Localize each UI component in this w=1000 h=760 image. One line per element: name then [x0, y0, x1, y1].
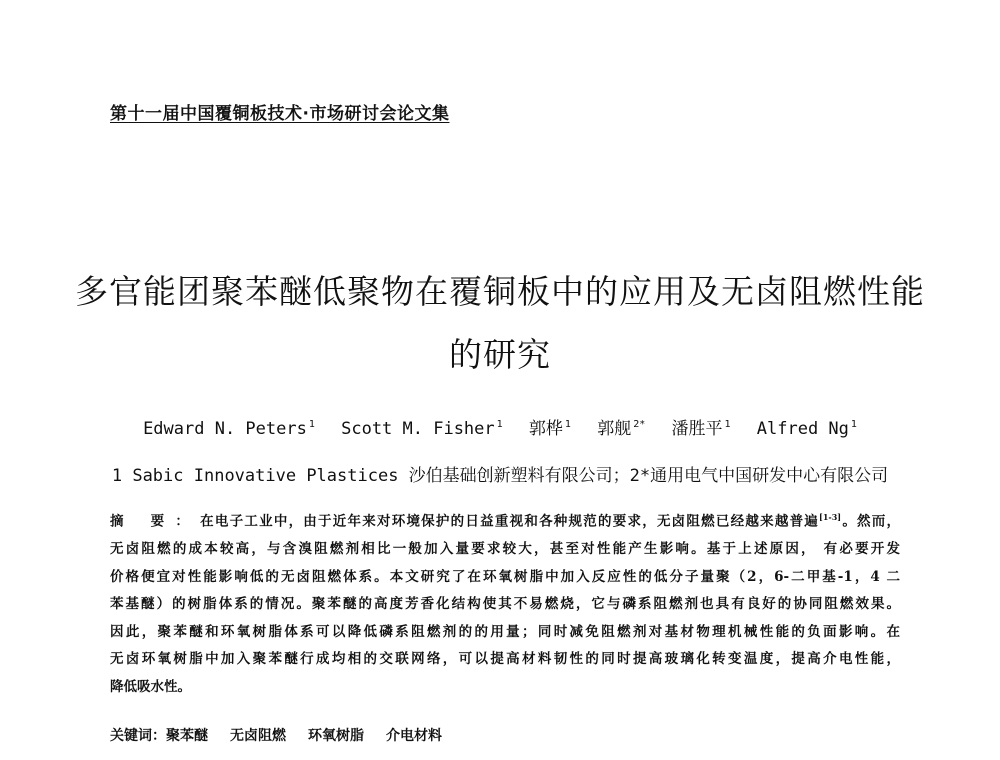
citation: [1-3] — [819, 512, 842, 522]
paper-title-line-1: 多官能团聚苯醚低聚物在覆铜板中的应用及无卤阻燃性能 — [75, 272, 925, 311]
author: 郭桦 $^1$ — [528, 419, 571, 439]
abstract-line: 价格便宜对性能影响低的无卤阻燃体系。本文研究了在环氧树脂中加入反应性的低分子量聚（2，6-二甲基-1，4 二 — [110, 568, 900, 585]
abstract-line: 降低吸水性。 — [110, 678, 191, 695]
paper-title-line-2: 的研究 — [449, 335, 551, 374]
author: 潘胜平 $^1$ — [671, 419, 731, 439]
abstract-label: 摘 要： — [110, 513, 201, 530]
keyword: 无卤阻燃 — [230, 728, 286, 744]
author: 郭舰 $^{2*}$ — [597, 419, 646, 439]
abstract — [110, 504, 900, 701]
keyword: 介电材料 — [386, 728, 442, 744]
keyword: 聚苯醚 — [166, 728, 208, 744]
abstract-line: 无卤阻燃的成本较高，与含溴阻燃剂相比一般加入量要求较大，甚至对性能产生影响。基于上述原因， 有必要开发 — [110, 541, 900, 557]
abstract-line: 摘 要：在电子工业中，由于近年来对环境保护的日益重视和各种规范的要求，无卤阻燃已经越来越普遍[1-3]。然而， — [110, 512, 900, 530]
keywords-label: 关键词： — [110, 728, 166, 744]
keywords — [110, 725, 464, 745]
abstract-line: 无卤环氧树脂中加入聚苯醚行成均相的交联网络，可以提高材料韧性的同时提高玻璃化转变温度，提高介电性能， — [110, 651, 900, 667]
author: Alfred Ng $^1$ — [756, 419, 857, 439]
affiliation: 1 Sabic Innovative Plastices 沙伯基础创新塑料有限公司；2*通用电气中国研发中心有限公司 — [111, 466, 889, 486]
author: Scott M. Fisher $^1$ — [341, 419, 503, 439]
running-header: 第十一届中国覆铜板技术·市场研讨会论文集 — [110, 104, 450, 124]
author: Edward N. Peters $^1$ — [143, 419, 315, 439]
abstract-line: 因此，聚苯醚和环氧树脂体系可以降低磷系阻燃剂的的用量；同时减免阻燃剂对基材物理机械性能的负面影响。在 — [110, 623, 900, 640]
keyword: 环氧树脂 — [308, 728, 364, 744]
abstract-line: 苯基醚）的树脂体系的情况。聚苯醚的高度芳香化结构使其不易燃烧，它与磷系阻燃剂也具有良好的协同阻燃效果。 — [110, 596, 900, 612]
author-list — [100, 414, 900, 439]
